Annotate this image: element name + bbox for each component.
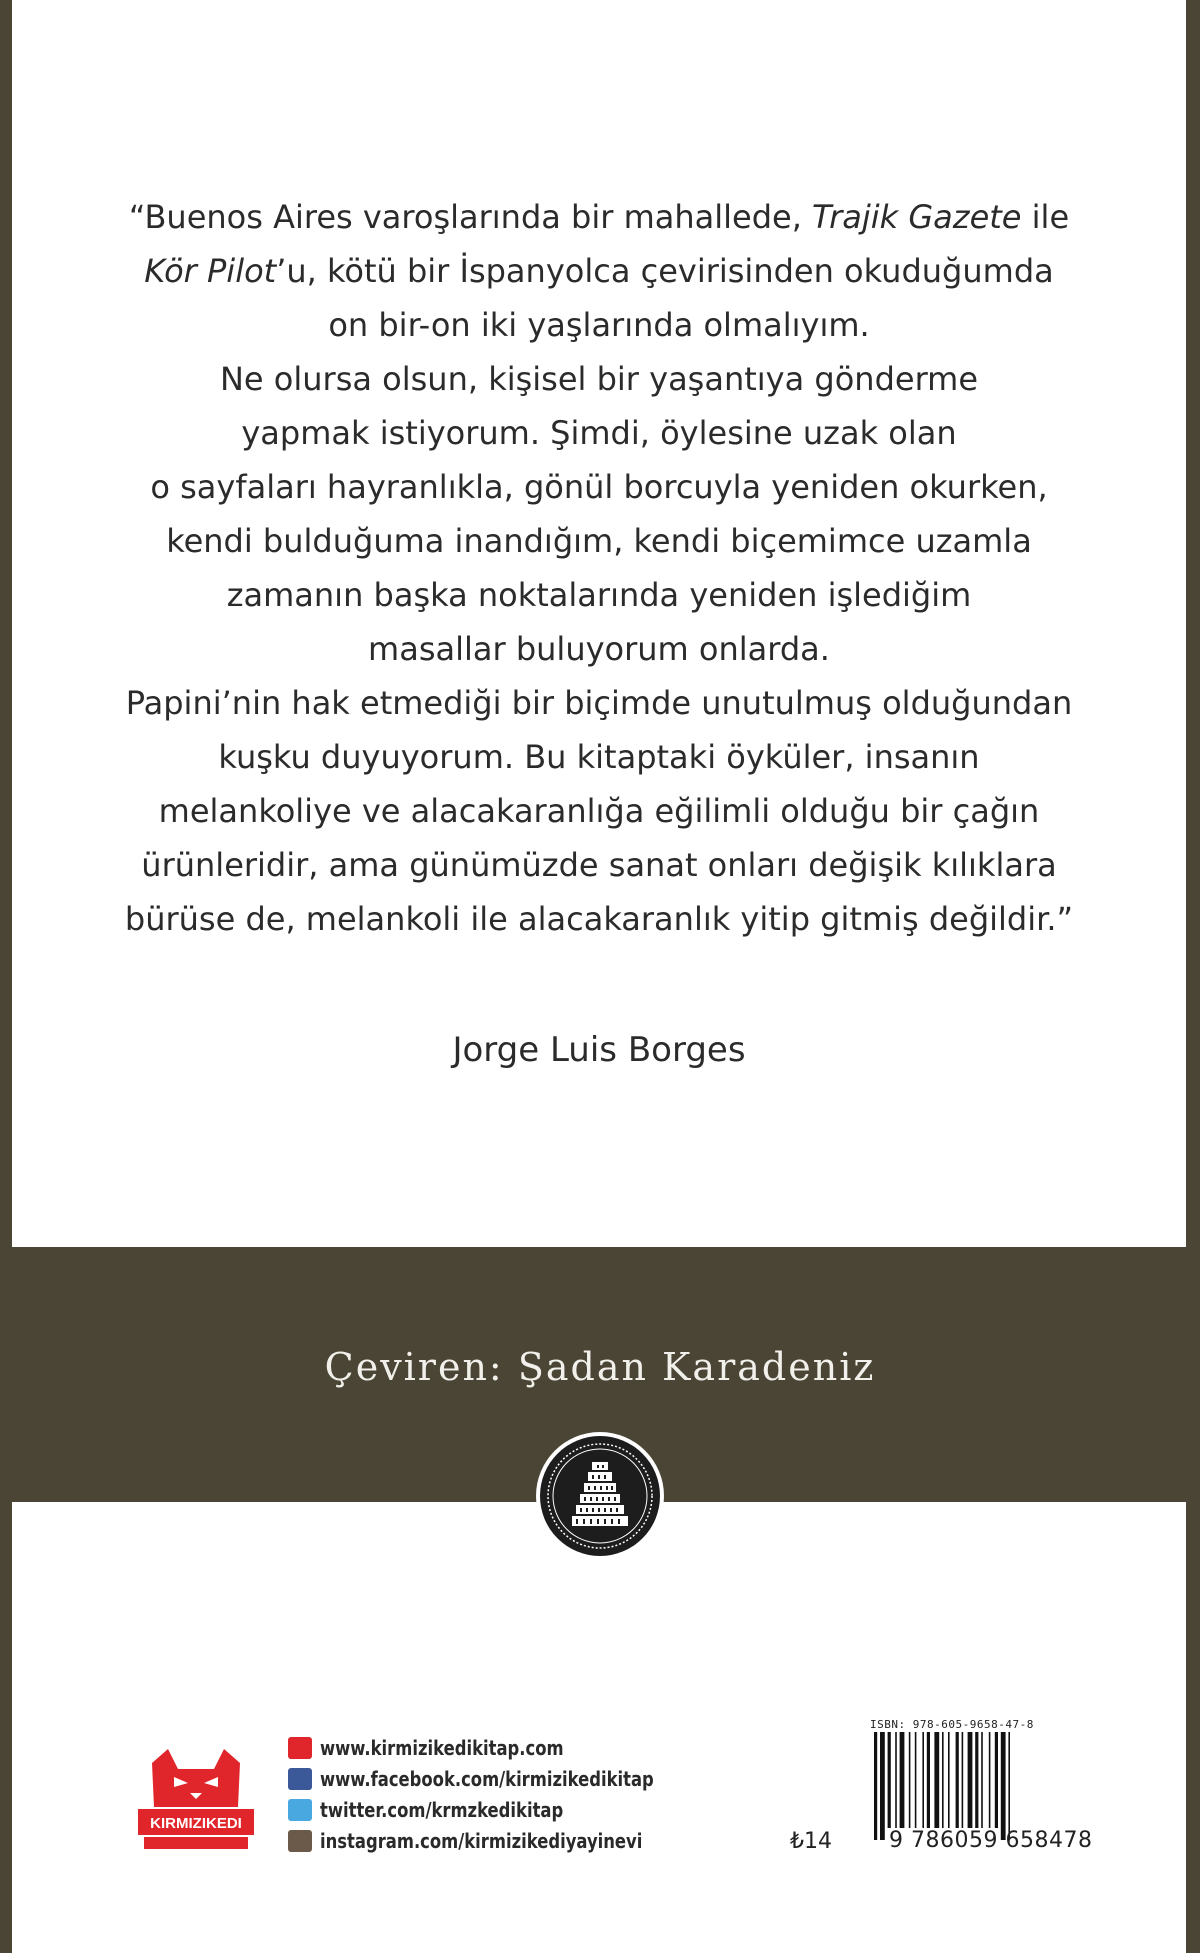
quote-line: o sayfaları hayranlıkla, gönül borcuyla yeniden okurken, (150, 468, 1048, 506)
quote-line: “Buenos Aires varoşlarında bir mahallede, Trajik Gazete ile (128, 198, 1070, 236)
book-title: Kör Pilot (144, 252, 277, 290)
isbn-barcode (860, 1718, 1093, 1858)
facebook-icon (288, 1768, 312, 1790)
quote-line: Ne olursa olsun, kişisel bir yaşantıya gönderme (219, 360, 979, 398)
barcode-bar (968, 1732, 973, 1828)
kirmizikedi-logo (138, 1743, 254, 1853)
barcode-bar (934, 1732, 939, 1828)
barcode-bar (927, 1732, 930, 1828)
isbn-label: ISBN: 978-605-9658-47-8 (870, 1718, 1034, 1731)
quote-line: Papini’nin hak etmediği bir biçimde unutulmuş olduğundan (125, 684, 1073, 722)
barcode-bar (956, 1732, 959, 1828)
web-icon (288, 1737, 312, 1759)
link-twitter-text: twitter.com/krmzkedikitap (320, 1797, 564, 1822)
quote-line: ürünleridir, ama günümüzde sanat onları değişik kılıklara (141, 846, 1057, 884)
barcode-bars (860, 1732, 1060, 1842)
quote-line: kendi bulduğuma inandığım, kendi biçemimce uzamla (166, 522, 1032, 560)
barcode-bar (900, 1732, 905, 1828)
book-title: Trajik Gazete (812, 198, 1022, 236)
quote-line: zamanın başka noktalarında yeniden işlediğim (226, 576, 972, 614)
barcode-bar (948, 1732, 950, 1828)
quote-line: on bir-on iki yaşlarında olmalıyım. (328, 306, 870, 344)
barcode-bar (915, 1732, 917, 1828)
barcode-digits: 9 786059 658478 (889, 1828, 1093, 1853)
quote-line: masallar buluyorum onlarda. (368, 630, 830, 668)
link-website-text: www.kirmizikedikitap.com (320, 1735, 564, 1760)
barcode-bar (989, 1732, 991, 1828)
barcode-bar (909, 1732, 911, 1828)
quote-line: kuşku duyuyorum. Bu kitaptaki öyküler, insanın (218, 738, 980, 776)
barcode-bar (1001, 1732, 1006, 1840)
link-twitter[interactable] (288, 1794, 727, 1825)
quote-line: bürüse de, melankoli ile alacakaranlık yitip gitmiş değildir.” (124, 900, 1074, 938)
link-facebook[interactable] (288, 1763, 727, 1794)
link-facebook-text: www.facebook.com/kirmizikedikitap (320, 1766, 654, 1791)
right-border (1186, 0, 1200, 1953)
link-instagram[interactable] (288, 1825, 727, 1856)
link-website[interactable] (288, 1732, 727, 1763)
barcode-bar (942, 1732, 944, 1828)
twitter-icon (288, 1799, 312, 1821)
tower-emblem (536, 1432, 664, 1560)
quote-line: yapmak istiyorum. Şimdi, öylesine uzak olan (241, 414, 957, 452)
barcode-bar (1008, 1732, 1010, 1840)
quote-author: Jorge Luis Borges (452, 1030, 746, 1070)
barcode-bar (922, 1732, 924, 1828)
translator-credit: Çeviren: Şadan Karadeniz (324, 1345, 876, 1389)
barcode-bar (888, 1732, 891, 1828)
quote-line: melankoliye ve alacakaranlığa eğilimli olduğu bir çağın (158, 792, 1040, 830)
barcode-bar (981, 1732, 983, 1828)
left-border (0, 0, 12, 1953)
barcode-bar (962, 1732, 964, 1828)
instagram-icon (288, 1830, 312, 1852)
barcode-bar (895, 1732, 897, 1828)
borges-quote (12, 190, 1186, 946)
barcode-bar (995, 1732, 998, 1828)
logo-wordmark: KIRMIZIKEDI (150, 1815, 242, 1832)
price-label: ₺14 (790, 1829, 832, 1854)
publisher-links (288, 1732, 727, 1856)
quote-line: Kör Pilot’u, kötü bir İspanyolca çevirisinden okuduğumda (144, 252, 1054, 290)
barcode-bar (975, 1732, 978, 1828)
barcode-bar (874, 1732, 877, 1840)
barcode-bar (880, 1732, 885, 1840)
link-instagram-text: instagram.com/kirmizikediyayinevi (320, 1828, 643, 1853)
back-cover-quote-panel (12, 0, 1186, 1247)
